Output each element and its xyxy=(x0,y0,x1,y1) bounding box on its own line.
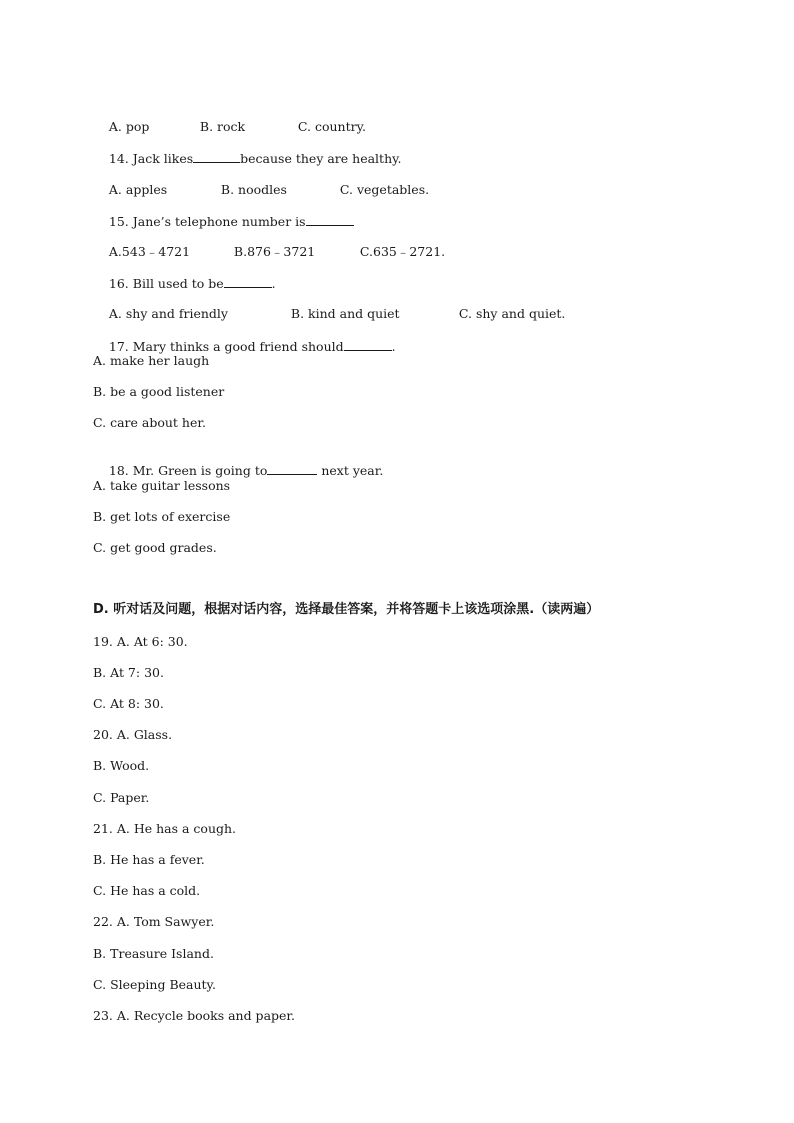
q15-option-a: A.543﹣4721 xyxy=(108,244,191,259)
q13-option-b: B. rock xyxy=(199,119,246,134)
section-d-heading: D. 听对话及问题，根据对话内容，选择最佳答案，并将答题卡上该选项涂黑.（读两遍） xyxy=(93,602,600,617)
q21-option-a: 21. A. He has a cough. xyxy=(93,821,237,836)
q14-option-c: C. vegetables. xyxy=(339,182,430,197)
q16-option-b: B. kind and quiet xyxy=(290,306,400,321)
q17-text-after: . xyxy=(391,339,396,354)
q17-option-c: C. care about her. xyxy=(93,415,206,430)
q16-option-a: A. shy and friendly xyxy=(108,306,228,321)
q16-blank xyxy=(224,275,272,288)
q14-option-a: A. apples xyxy=(108,182,168,197)
q18-option-b: B. get lots of exercise xyxy=(93,509,231,524)
q19-option-c: C. At 8: 30. xyxy=(93,696,164,711)
q15-blank xyxy=(306,213,354,226)
q20-option-c: C. Paper. xyxy=(93,790,150,805)
q20-option-a: 20. A. Glass. xyxy=(93,727,173,742)
q17-text-before: 17. Mary thinks a good friend should xyxy=(108,339,344,354)
q13-option-a: A. pop xyxy=(108,119,150,134)
q22-option-a: 22. A. Tom Sawyer. xyxy=(93,914,215,929)
q14-text-before: 14. Jack likes xyxy=(108,151,194,166)
q18-option-a: A. take guitar lessons xyxy=(93,478,231,493)
q18-text-before: 18. Mr. Green is going to xyxy=(108,463,268,478)
q22-option-c: C. Sleeping Beauty. xyxy=(93,977,216,992)
q19-option-a: 19. A. At 6: 30. xyxy=(93,634,188,649)
q22-option-b: B. Treasure Island. xyxy=(93,946,214,961)
q14-text-after: because they are healthy. xyxy=(240,151,402,166)
q16-text-after: . xyxy=(271,276,276,291)
q21-option-b: B. He has a fever. xyxy=(93,852,205,867)
q16-option-c: C. shy and quiet. xyxy=(458,306,566,321)
q17-option-b: B. be a good listener xyxy=(93,384,225,399)
q20-option-b: B. Wood. xyxy=(93,758,150,773)
q18-blank xyxy=(267,462,317,475)
q19-option-b: B. At 7: 30. xyxy=(93,665,164,680)
q18-option-c: C. get good grades. xyxy=(93,540,217,555)
q17-blank xyxy=(344,338,392,351)
q17-option-a: A. make her laugh xyxy=(93,353,210,368)
q16-text-before: 16. Bill used to be xyxy=(108,276,224,291)
q18-text-after: next year. xyxy=(317,463,384,478)
q13-option-c: C. country. xyxy=(297,119,366,134)
q23-option-a: 23. A. Recycle books and paper. xyxy=(93,1008,295,1023)
q15-text-before: 15. Jane’s telephone number is xyxy=(108,214,306,229)
q14-blank xyxy=(193,150,240,163)
q21-option-c: C. He has a cold. xyxy=(93,883,201,898)
q14-option-b: B. noodles xyxy=(220,182,287,197)
q15-option-b: B.876﹣3721 xyxy=(233,244,316,259)
q15-option-c: C.635﹣2721. xyxy=(359,244,446,259)
